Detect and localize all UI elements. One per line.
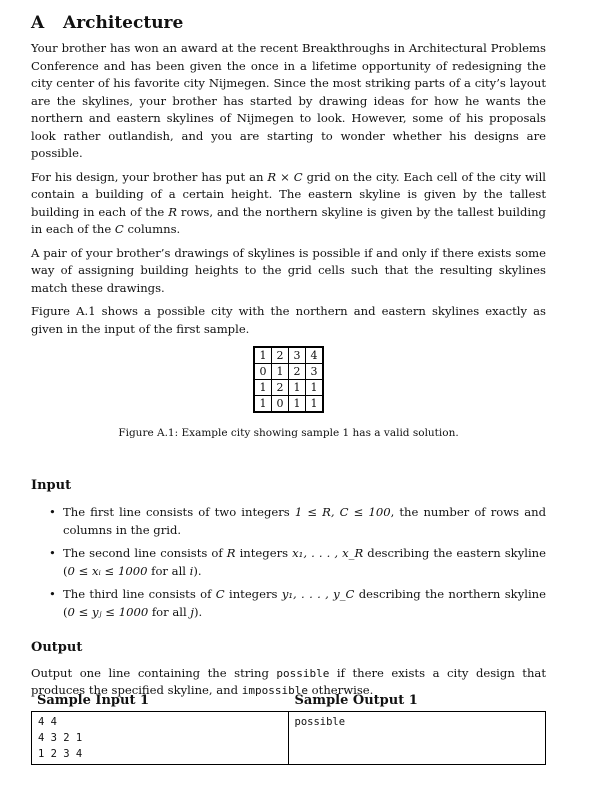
math-r: R: [168, 204, 177, 219]
text-span: Output one line containing the string: [31, 665, 277, 680]
code-possible: possible: [276, 666, 330, 680]
input-bullet-2: [63, 545, 546, 580]
input-list: [31, 504, 546, 621]
math-j: j: [190, 604, 195, 619]
paragraph-grid: [31, 169, 546, 239]
grid-cell: 4: [306, 347, 324, 364]
text-span: integers: [235, 546, 293, 560]
input-heading: Input: [31, 477, 72, 493]
sample-section: [31, 692, 546, 765]
section-name: Architecture: [63, 13, 184, 33]
grid-cell: 1: [306, 396, 324, 413]
sample-output-title: Sample Output 1: [294, 693, 418, 708]
section-title: [31, 12, 546, 34]
figure-a1: [31, 346, 546, 443]
grid-cell: 1: [254, 347, 272, 364]
text-span: ).: [193, 563, 202, 578]
text-span: for all: [148, 604, 191, 619]
math-x-cond: 0 ≤ xᵢ ≤ 1000: [67, 563, 148, 578]
text-span: , the number of rows and columns in the grid.: [63, 505, 546, 537]
text-span: grid on the city. Each cell of the city will contain a building of a certain height. The eastern skyline is given by the tallest building in each of the: [31, 169, 547, 219]
grid-row: [254, 396, 323, 413]
math-r: R: [226, 546, 236, 560]
sample-box: [31, 711, 546, 765]
grid-cell: 3: [289, 347, 306, 364]
code-impossible: impossible: [241, 684, 308, 697]
city-grid: [253, 346, 324, 413]
grid-cell: 1: [306, 380, 324, 396]
sample-input-text: 4 4 4 3 2 1 1 2 3 4: [32, 712, 289, 764]
output-heading: Output: [31, 640, 83, 655]
math-c: C: [215, 587, 225, 601]
paragraph-possible: A pair of your brother’s drawings of skylines is possible if and only if there exists some way of assigning building heights to the grid cells such that the resulting skylines match these drawings.: [31, 245, 546, 295]
grid-cell: 2: [272, 347, 289, 364]
paragraph-figure-ref: Figure A.1 shows a possible city with the northern and eastern skylines exactly as given in the input of the first sample.: [31, 304, 546, 336]
text-span: For his design, your brother has put an: [31, 169, 268, 184]
grid-cell: 1: [289, 380, 306, 396]
input-bullet-1: [63, 504, 546, 539]
grid-cell: 2: [289, 364, 306, 380]
sample-input-title: Sample Input 1: [37, 693, 150, 708]
grid-row: [254, 347, 323, 364]
math-bounds: 1 ≤ R, C ≤ 100: [294, 505, 391, 519]
grid-cell: 2: [272, 380, 289, 396]
sample-output-text: possible: [294, 716, 346, 728]
grid-cell: 0: [272, 396, 289, 413]
text-span: for all: [147, 563, 190, 578]
text-span: describing the northern skyline (: [63, 587, 547, 619]
text-span: The first line consists of two integers: [63, 505, 295, 519]
grid-cell: 1: [254, 380, 272, 396]
text-span: columns.: [123, 222, 181, 236]
grid-cell: 3: [306, 364, 324, 380]
grid-cell: 0: [254, 364, 272, 380]
text-span: The second line consists of: [63, 546, 227, 560]
math-rxc: R × C: [267, 169, 303, 184]
text-span: The third line consists of: [63, 587, 216, 601]
grid-row: [254, 364, 323, 380]
grid-cell: 1: [289, 396, 306, 413]
sample-headers: [31, 692, 546, 711]
math-x-seq: x₁, . . . , x_R: [292, 546, 364, 560]
grid-cell: 1: [272, 364, 289, 380]
figure-caption: Figure A.1: Example city showing sample 1 has a valid solution.: [118, 427, 459, 439]
section-letter: A: [31, 13, 45, 33]
problem-page: [31, 8, 546, 706]
text-span: otherwise.: [308, 683, 374, 697]
paragraph-intro: Your brother has won an award at the recent Breakthroughs in Architectural Problems Conference and has been given the once in a lifetime opportunity of redesigning the city center of his favorite city Nijmegen. Since the most striking parts of a city’s layout are the skylines, your brother has started by drawing ideas for how he wants the northern and eastern skylines of Nijmegen to look. However, some of his proposals look rather outlandish, and you are starting to wonder whether his designs are possible.: [31, 41, 546, 160]
text-span: integers: [224, 587, 282, 601]
math-y-seq: y₁, . . . , y_C: [281, 587, 355, 601]
grid-row: [254, 380, 323, 396]
grid-cell: 1: [254, 396, 272, 413]
math-y-cond: 0 ≤ yⱼ ≤ 1000: [67, 604, 149, 619]
math-c: C: [114, 222, 124, 236]
text-span: ).: [194, 604, 203, 619]
math-i: i: [189, 563, 194, 578]
text-span: describing the eastern skyline (: [63, 546, 547, 578]
text-span: rows, and the northern skyline is given by the tallest building in each of the: [31, 204, 546, 236]
text-span: if there exists a city design that produces the specified skyline, and: [31, 665, 547, 697]
input-bullet-3: [63, 586, 546, 621]
